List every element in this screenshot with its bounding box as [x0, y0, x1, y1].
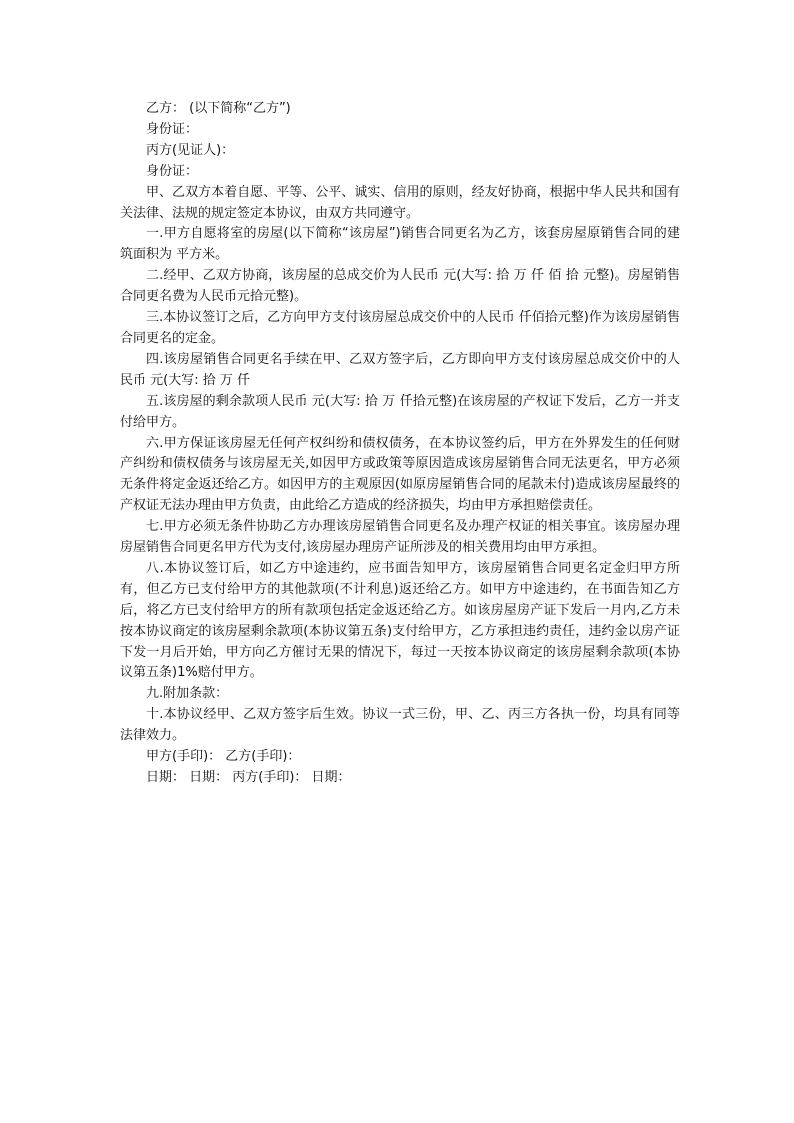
- clause-3: 三.本协议签订之后，乙方向甲方支付该房屋总成交价中的人民币 仟佰拾元整)作为该房屋销售合同更名的定金。: [120, 310, 680, 346]
- clause-4: 四.该房屋销售合同更名手续在甲、乙双方签字后，乙方即向甲方支付该房屋总成交价中的人民币 元(大写: 拾 万 仟: [120, 351, 680, 388]
- clause-9: 九.附加条款：: [146, 686, 229, 702]
- clause-2: 二.经甲、乙双方协商，该房屋的总成交价为人民币 元(大写: 拾 万 仟 佰 拾 元整)。房屋销售合同更名费为人民币元拾元整)。: [120, 268, 680, 305]
- party-b-id-line: 身份证：: [146, 121, 199, 137]
- preamble-paragraph: 甲、乙双方本着自愿、平等、公平、诚实、信用的原则，经友好协商，根据中华人民共和国有关法律、法规的规定签定本协议，由双方共同遵守。: [120, 184, 680, 221]
- contract-document: [120, 99, 680, 789]
- clause-1: 一.甲方自愿将室的房屋(以下简称“该房屋”)销售合同更名为乙方，该套房屋原销售合同的建筑面积为 平方米。: [120, 226, 680, 263]
- party-c-witness-line: 丙方(见证人)：: [146, 142, 235, 158]
- signature-line: 甲方(手印)： 乙方(手印)：: [146, 749, 301, 765]
- party-c-id-line: 身份证：: [146, 163, 199, 179]
- clause-8: 八.本协议签订后，如乙方中途违约，应书面告知甲方，该房屋销售合同更名定金归甲方所有，但乙方已支付给甲方的其他款项(不计利息)返还给乙方。如甲方中途违约，在书面告知乙方后，将乙方已支付给甲方的所有款项包括定金返还给乙方。如该房屋房产证下发后一月内,乙方未按本协议商定的该房屋剩余款项(本协议第五条)支付给甲方，乙方承担违约责任，违约金以房产证下发一月后开始，甲方向乙方催讨无果的情况下，每过一天按本协议商定的该房屋剩余款项(本协议第五条)1%赔付甲方。: [120, 560, 680, 681]
- clause-5: 五.该房屋的剩余款项人民币 元(大写: 拾 万 仟拾元整)在该房屋的产权证下发后，乙方一并支付给甲方。: [120, 393, 680, 430]
- clause-6: 六.甲方保证该房屋无任何产权纠纷和债权债务，在本协议签约后，甲方在外界发生的任何财产纠纷和债权债务与该房屋无关,如因甲方或政策等原因造成该房屋销售合同无法更名，甲方必须无条件将定金返还给乙方。如因甲方的主观原因(如原房屋销售合同的尾款未付)造成该房屋最终的产权证无法办理由甲方负责，由此给乙方造成的经济损失，均由甲方承担赔偿责任。: [120, 435, 680, 514]
- clause-10: 十.本协议经甲、乙双方签字后生效。协议一式三份，甲、乙、丙三方各执一份，均具有同等法律效力。: [120, 707, 680, 744]
- party-b-line: 乙方： (以下简称“乙方”): [146, 101, 291, 116]
- date-line: 日期： 日期： 丙方(手印)： 日期：: [146, 770, 351, 785]
- clause-7: 七.甲方必须无条件协助乙方办理该房屋销售合同更名及办理产权证的相关事宜。该房屋办理房屋销售合同更名甲方代为支付,该房屋办理房产证所涉及的相关费用均由甲方承担。: [120, 519, 680, 556]
